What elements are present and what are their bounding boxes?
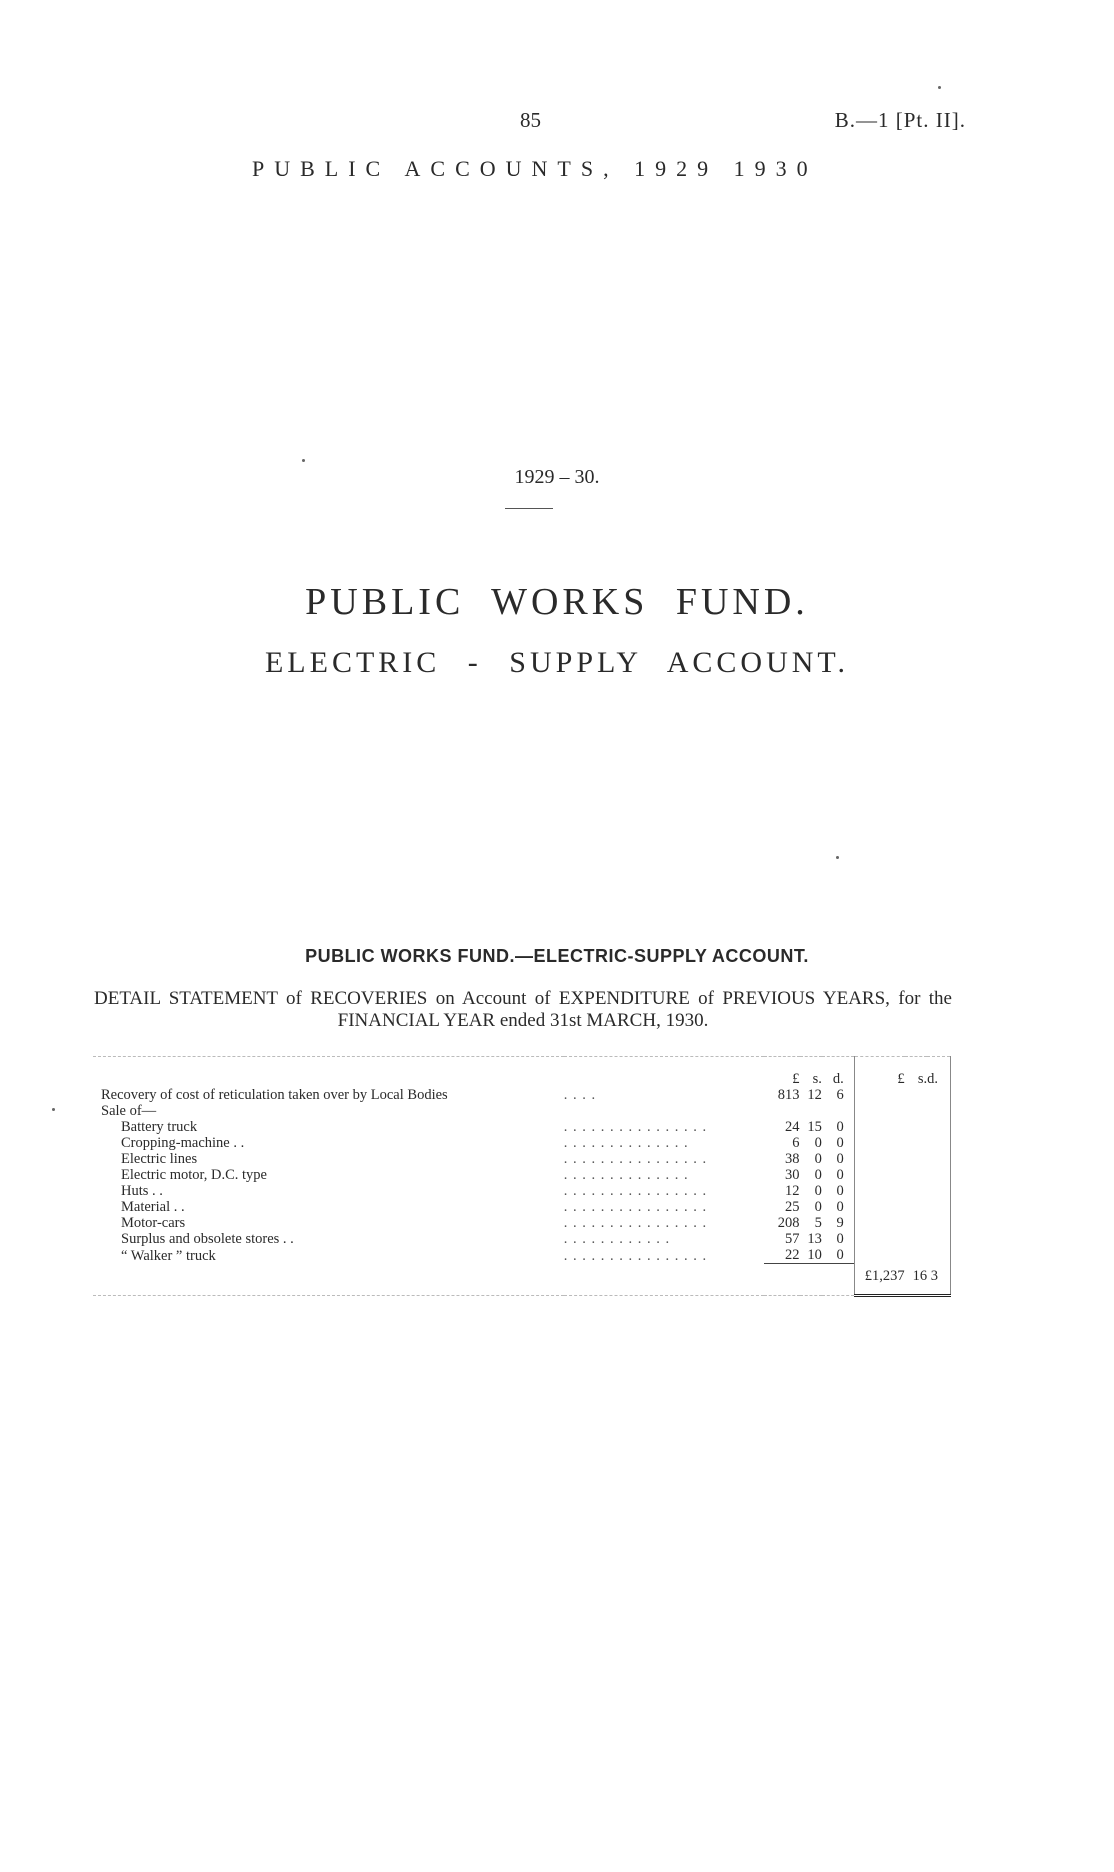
total-column-cell <box>854 1247 904 1264</box>
total-column-cell <box>854 1103 904 1119</box>
page-number: 85 <box>520 108 541 132</box>
divider <box>505 508 553 509</box>
amount-pounds: 6 <box>792 1135 800 1151</box>
total-column-cell <box>854 1215 904 1231</box>
item-description: Electric lines <box>121 1151 198 1167</box>
total-column-cell <box>905 1103 927 1119</box>
amount-shillings: 13 <box>807 1231 822 1247</box>
dot-leaders <box>564 1103 765 1119</box>
dot-leaders: . . . . <box>563 1087 597 1103</box>
amount-pence: 0 <box>822 1183 854 1199</box>
total-column-cell <box>854 1087 904 1103</box>
amount-pounds: 25 <box>785 1199 800 1215</box>
total-column-cell <box>905 1119 927 1135</box>
dot-leaders: . . . . . . . . . . . . . . . . <box>563 1183 708 1199</box>
table-row <box>93 1167 951 1183</box>
item-description: Electric motor, D.C. type <box>121 1167 267 1183</box>
dot-leaders: . . . . . . . . . . . . . . . . <box>563 1119 708 1135</box>
dot-leaders: . . . . . . . . . . . . . . <box>563 1167 689 1183</box>
amount-shillings: 15 <box>807 1119 822 1135</box>
table-heading: PUBLIC WORKS FUND.—ELECTRIC-SUPPLY ACCOUNT. <box>305 946 809 966</box>
total-column-cell <box>905 1199 927 1215</box>
table-row <box>93 1103 951 1119</box>
table-row <box>93 1231 951 1247</box>
pound-header: £ <box>792 1071 800 1087</box>
total-column-cell <box>905 1231 927 1247</box>
speck-mark <box>836 856 839 859</box>
recoveries-table <box>93 1056 951 1297</box>
amount-pence: 0 <box>822 1135 854 1151</box>
dot-leaders: . . . . . . . . . . . . . . <box>563 1135 689 1151</box>
table-row <box>93 1151 951 1167</box>
total-pounds: £1,237 <box>854 1264 904 1296</box>
total-column-cell <box>854 1151 904 1167</box>
total-column-cell <box>854 1167 904 1183</box>
dot-leaders: . . . . . . . . . . . . . . . . <box>563 1247 708 1264</box>
total-column-cell <box>927 1231 950 1247</box>
amount-pence: 0 <box>822 1119 854 1135</box>
amount-shillings: 5 <box>814 1215 822 1231</box>
total-column-cell <box>854 1183 904 1199</box>
total-column-cell <box>905 1087 927 1103</box>
total-column-cell <box>854 1231 904 1247</box>
dot-leaders: . . . . . . . . . . . . . . . . <box>563 1199 708 1215</box>
total-column-cell <box>927 1119 950 1135</box>
total-column-cell <box>905 1135 927 1151</box>
header-spacer <box>93 1057 564 1088</box>
amount-shillings <box>800 1103 822 1119</box>
total-column-cell <box>927 1151 950 1167</box>
amount-pence: 0 <box>822 1167 854 1183</box>
amount-shillings: 12 <box>807 1087 822 1103</box>
subtotal-rule <box>822 1264 854 1296</box>
amount-pence <box>822 1103 854 1119</box>
table-row <box>93 1135 951 1151</box>
table-row <box>93 1247 951 1264</box>
item-description: Sale of— <box>101 1103 157 1119</box>
total-pence-header: d. <box>927 1057 950 1088</box>
table-row <box>93 1183 951 1199</box>
subtotal-rule <box>764 1264 799 1296</box>
amount-shillings: 0 <box>814 1167 822 1183</box>
amount-pence: 6 <box>822 1087 854 1103</box>
item-description: Motor-cars <box>121 1215 186 1231</box>
table-row <box>93 1087 951 1103</box>
dot-leaders: . . . . . . . . . . . . . . . . <box>563 1215 708 1231</box>
total-column-cell <box>905 1247 927 1264</box>
item-description: Surplus and obsolete stores . . <box>121 1231 294 1247</box>
total-column-cell <box>927 1103 950 1119</box>
cover-year: 1929 – 30. <box>514 466 600 488</box>
item-description: “ Walker ” truck <box>121 1247 216 1264</box>
document-reference: B.—1 [Pt. II]. <box>834 108 966 132</box>
subtotal-rule <box>800 1264 822 1296</box>
total-spacer <box>564 1264 765 1296</box>
header-spacer <box>564 1057 765 1088</box>
total-column-cell <box>905 1183 927 1199</box>
amount-pounds: 38 <box>785 1151 800 1167</box>
total-spacer <box>93 1264 564 1296</box>
amount-shillings: 0 <box>814 1183 822 1199</box>
amount-pounds: 22 <box>785 1247 800 1263</box>
table-row <box>93 1199 951 1215</box>
amount-pounds: 208 <box>777 1215 800 1231</box>
total-column-cell <box>927 1215 950 1231</box>
amount-pence: 9 <box>822 1215 854 1231</box>
total-column-cell <box>905 1215 927 1231</box>
table-row <box>93 1119 951 1135</box>
column-header-row <box>93 1057 951 1088</box>
speck-mark <box>302 459 305 462</box>
amount-shillings: 0 <box>814 1199 822 1215</box>
dot-leaders: . . . . . . . . . . . . . . . . <box>563 1151 708 1167</box>
statement-title: DETAIL STATEMENT of RECOVERIES on Account of EXPENDITURE of PREVIOUS YEARS, for the FINANCIAL YEAR ended 31st MARCH, 1930. <box>94 988 952 1031</box>
account-title: ELECTRIC - SUPPLY ACCOUNT. <box>264 646 850 679</box>
item-description: Material . . <box>121 1199 185 1215</box>
total-column-cell <box>927 1167 950 1183</box>
shilling-header: s. <box>812 1071 822 1087</box>
amount-pence: 0 <box>822 1231 854 1247</box>
amount-shillings: 10 <box>807 1247 822 1263</box>
total-column-cell <box>927 1087 950 1103</box>
amount-pence: 0 <box>822 1199 854 1215</box>
total-column-cell <box>905 1151 927 1167</box>
fund-title: PUBLIC WORKS FUND. <box>305 581 809 623</box>
total-column-cell <box>927 1135 950 1151</box>
total-shillings: 16 <box>905 1264 927 1296</box>
total-column-cell <box>927 1199 950 1215</box>
amount-shillings: 0 <box>814 1135 822 1151</box>
total-pound-header: £ <box>897 1071 905 1087</box>
amount-pounds: 12 <box>785 1183 800 1199</box>
total-column-cell <box>854 1199 904 1215</box>
speck-mark <box>938 86 941 89</box>
total-pence: 3 <box>927 1264 950 1296</box>
amount-pounds <box>764 1103 799 1119</box>
item-description: Cropping-machine . . <box>121 1135 245 1151</box>
total-row <box>93 1264 951 1296</box>
total-column-cell <box>927 1247 950 1264</box>
total-column-cell <box>854 1135 904 1151</box>
item-description: Recovery of cost of reticulation taken over by Local Bodies <box>101 1087 448 1103</box>
total-column-cell <box>927 1183 950 1199</box>
amount-pounds: 24 <box>785 1119 800 1135</box>
amount-pence: 0 <box>822 1247 854 1264</box>
item-description: Battery truck <box>121 1119 198 1135</box>
running-title: PUBLIC ACCOUNTS, 1929 1930 <box>252 156 818 181</box>
item-description: Huts . . <box>121 1183 163 1199</box>
total-column-cell <box>905 1167 927 1183</box>
pence-header: d. <box>822 1057 854 1088</box>
amount-pounds: 57 <box>785 1231 800 1247</box>
amount-pence: 0 <box>822 1151 854 1167</box>
amount-pounds: 813 <box>777 1087 800 1103</box>
total-column-cell <box>854 1119 904 1135</box>
total-shilling-header: s. <box>917 1071 928 1087</box>
table-row <box>93 1215 951 1231</box>
amount-shillings: 0 <box>814 1151 822 1167</box>
dot-leaders: . . . . . . . . . . . . <box>563 1231 671 1247</box>
amount-pounds: 30 <box>785 1167 800 1183</box>
speck-mark <box>52 1108 55 1111</box>
